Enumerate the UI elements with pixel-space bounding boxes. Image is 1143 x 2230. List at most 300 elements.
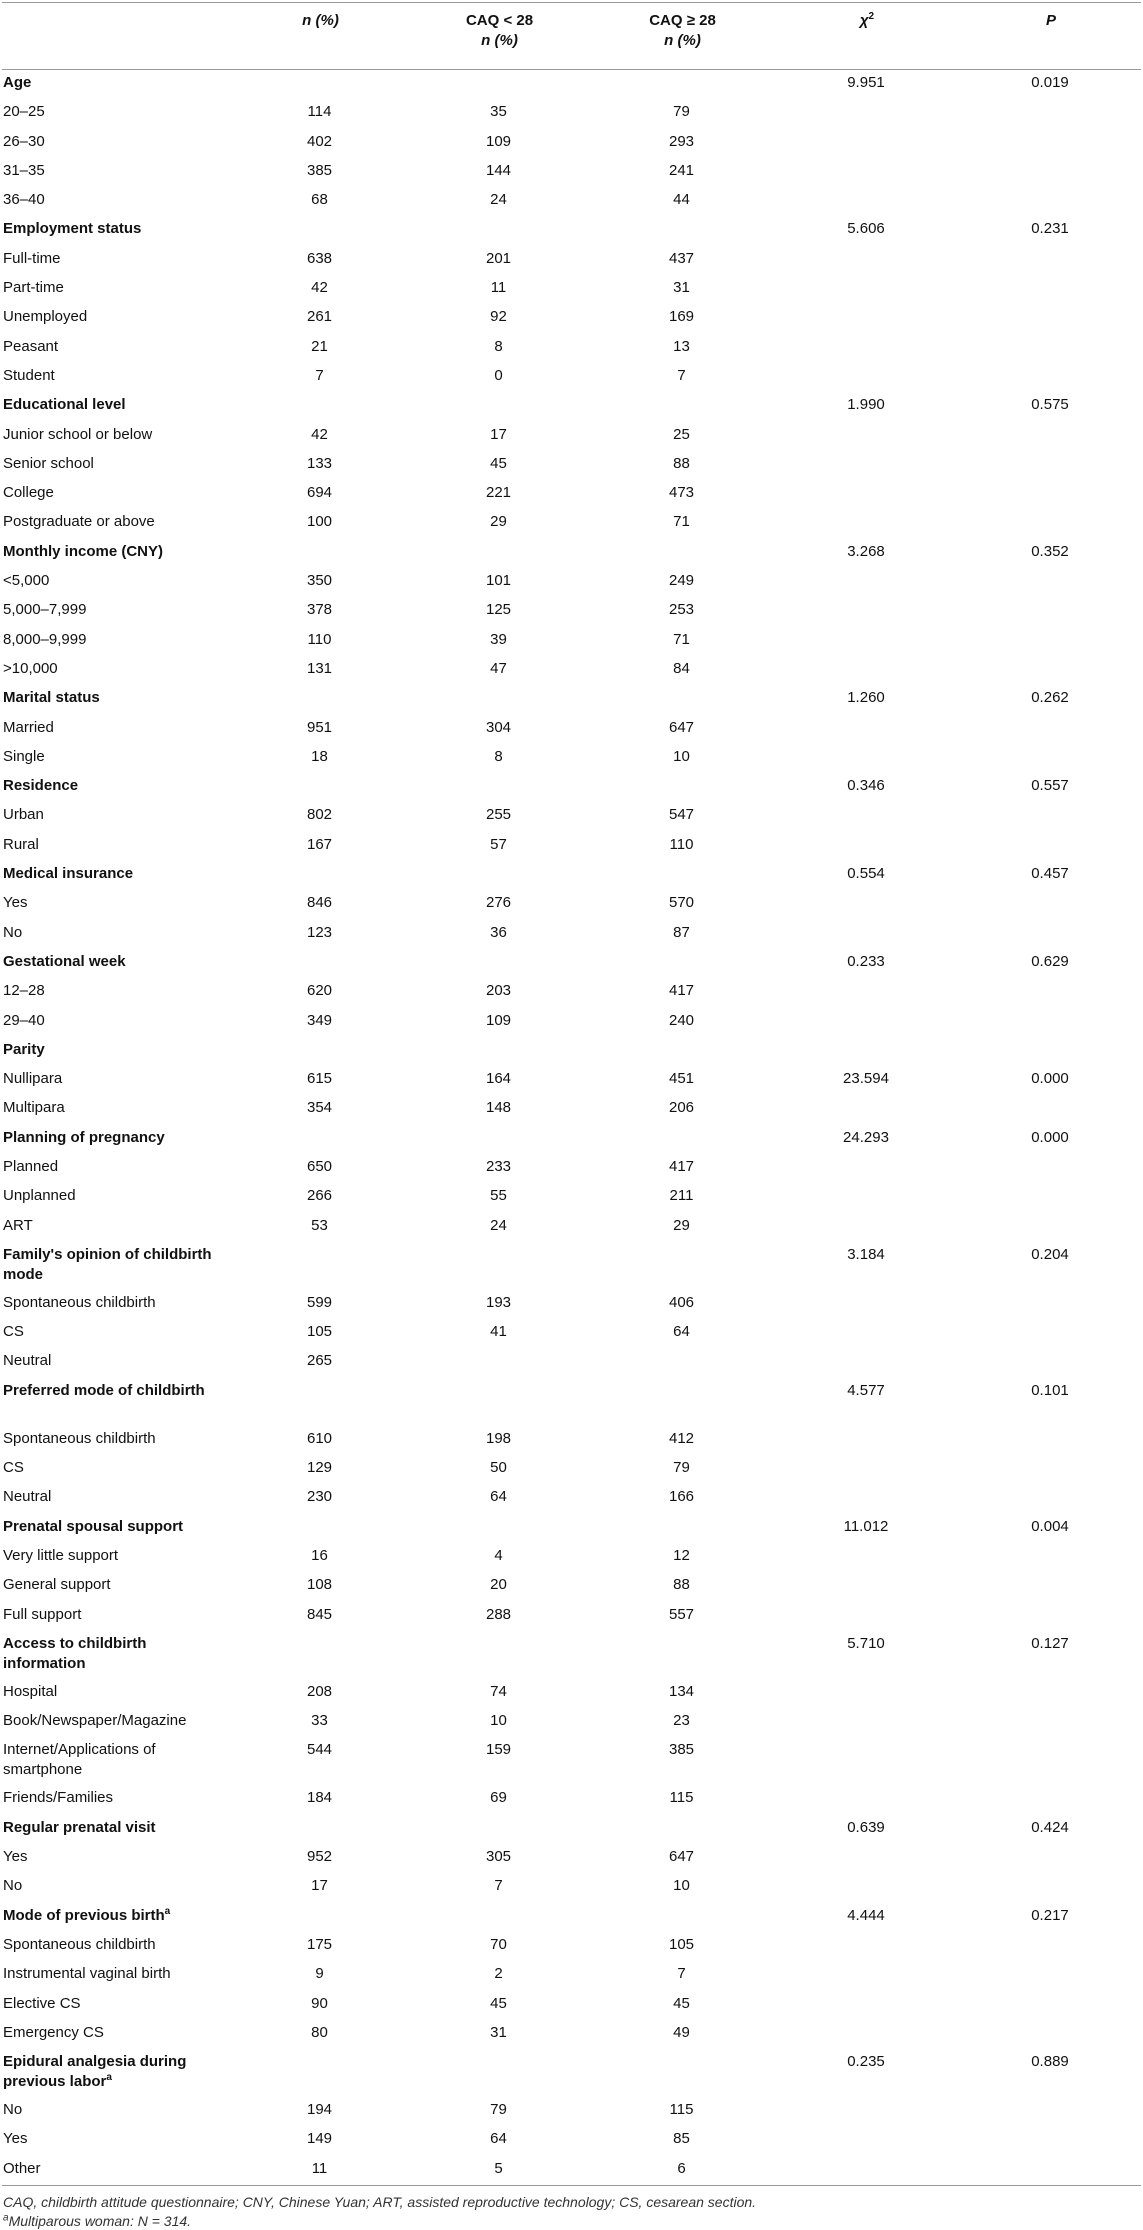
cell-caq-low-text: 125: [485, 601, 512, 619]
table-row: [2, 1873, 1141, 1902]
row-label: [2, 2049, 232, 2097]
cell-caq-high: [590, 1095, 773, 1124]
table-row: [2, 920, 1141, 949]
cell-n: [232, 1348, 407, 1377]
cell-caq-high-text: 451: [668, 1070, 695, 1088]
cell-chi-square-text: 24.293: [843, 1128, 889, 1146]
cell-chi-square: [773, 304, 959, 333]
row-label-text: 29–40: [3, 1011, 45, 1029]
cell-chi-square-text: 4.444: [847, 1906, 885, 1924]
cell-chi-square: [773, 1873, 959, 1902]
cell-n: [232, 1932, 407, 1961]
cell-p-value: [959, 334, 1141, 363]
cell-p-value: [959, 1572, 1141, 1601]
cell-n: [232, 1514, 407, 1543]
table-row: [2, 275, 1141, 304]
cell-chi-square: [773, 451, 959, 480]
cell-chi-square-text: 0.554: [847, 865, 885, 883]
cell-n: [232, 1543, 407, 1572]
cell-caq-high-text: 385: [668, 1741, 695, 1759]
row-label-text: Full-time: [3, 249, 61, 267]
cell-caq-high: [590, 890, 773, 919]
cell-caq-high: [590, 1455, 773, 1484]
cell-n: [232, 1066, 407, 1095]
row-label: [2, 1455, 232, 1484]
cell-n: [232, 2126, 407, 2155]
table-row: [2, 627, 1141, 656]
cell-p-value: [959, 2156, 1141, 2185]
cell-caq-high-text: 10: [673, 747, 690, 765]
cell-caq-high: [590, 1961, 773, 1990]
cell-n: [232, 363, 407, 392]
row-label: [2, 158, 232, 187]
cell-p-value: [959, 1991, 1141, 2020]
cell-caq-high-text: 647: [668, 1848, 695, 1866]
cell-caq-high-text: 249: [668, 572, 695, 590]
table-row: [2, 1572, 1141, 1601]
cell-p-value: [959, 1903, 1141, 1932]
cell-chi-square: [773, 978, 959, 1007]
table-row: [2, 1602, 1141, 1631]
row-label-text: 12–28: [3, 982, 45, 1000]
row-label-text: 8,000–9,999: [3, 630, 87, 648]
row-label-text: Unemployed: [3, 308, 88, 326]
cell-caq-high: [590, 1066, 773, 1095]
cell-caq-high: [590, 949, 773, 978]
cell-chi-square: [773, 1183, 959, 1212]
cell-caq-low: [407, 246, 590, 275]
cell-n: [232, 1631, 407, 1679]
cell-caq-high-text: 110: [669, 835, 694, 853]
cell-caq-low: [407, 187, 590, 216]
cell-n: [232, 275, 407, 304]
cell-chi-square: [773, 1378, 959, 1426]
row-label-text: Postgraduate or above: [3, 513, 155, 531]
cell-n-text: 42: [311, 425, 328, 443]
cell-n: [232, 1785, 407, 1814]
cell-caq-high-text: 85: [673, 2130, 690, 2148]
row-label: [2, 99, 232, 128]
cell-chi-square-text: 5.606: [847, 220, 885, 238]
cell-caq-high: [590, 99, 773, 128]
cell-caq-high-text: 88: [673, 454, 690, 472]
cell-caq-high: [590, 1037, 773, 1066]
table-row: [2, 1484, 1141, 1513]
cell-caq-low-text: 57: [490, 835, 507, 853]
cell-caq-high: [590, 1572, 773, 1601]
header-n-label: n (%): [302, 12, 339, 29]
cell-n: [232, 1873, 407, 1902]
cell-n: [232, 392, 407, 421]
row-label-text: Instrumental vaginal birth: [3, 1965, 171, 1983]
cell-n-text: 349: [306, 1011, 333, 1029]
cell-caq-high-text: 647: [668, 718, 695, 736]
cell-chi-square: [773, 627, 959, 656]
cell-chi-square: [773, 187, 959, 216]
cell-caq-low-text: 36: [490, 923, 507, 941]
cell-caq-low: [407, 978, 590, 1007]
cell-caq-high-text: 417: [668, 1157, 695, 1175]
cell-caq-high: [590, 392, 773, 421]
cell-caq-high-text: 417: [668, 982, 695, 1000]
cell-caq-low-text: 24: [490, 191, 507, 209]
row-label: [2, 1844, 232, 1873]
cell-caq-low-text: 198: [485, 1429, 512, 1447]
cell-caq-low: [407, 1514, 590, 1543]
row-label-text: Nullipara: [3, 1070, 63, 1088]
cell-n: [232, 1242, 407, 1290]
row-label: [2, 1242, 232, 1290]
cell-n-text: 114: [307, 103, 332, 121]
cell-chi-square: [773, 597, 959, 626]
table-row: [2, 2126, 1141, 2155]
cell-caq-high: [590, 363, 773, 392]
cell-p-value: [959, 422, 1141, 451]
cell-chi-square: [773, 715, 959, 744]
row-label: [2, 1961, 232, 1990]
row-label-text: ART: [3, 1216, 33, 1234]
cell-caq-low-text: 201: [485, 249, 512, 267]
cell-n: [232, 1679, 407, 1708]
cell-caq-low: [407, 1008, 590, 1037]
table-row: [2, 129, 1141, 158]
header-chi-label: χ: [859, 12, 869, 29]
cell-caq-low: [407, 216, 590, 245]
row-label-text: College: [3, 484, 54, 502]
cell-n-text: 131: [306, 659, 333, 677]
cell-n-text: 354: [306, 1099, 333, 1117]
cell-p-value: [959, 304, 1141, 333]
cell-n: [232, 1572, 407, 1601]
cell-n: [232, 715, 407, 744]
cell-p-value-text: 0.262: [1031, 689, 1069, 707]
cell-caq-high: [590, 1154, 773, 1183]
cell-caq-high: [590, 1514, 773, 1543]
cell-n-text: 17: [311, 1877, 328, 1895]
cell-caq-low-text: 109: [485, 1011, 512, 1029]
cell-caq-low: [407, 1961, 590, 1990]
cell-p-value: [959, 1095, 1141, 1124]
cell-caq-low-text: 255: [485, 806, 512, 824]
row-label: [2, 216, 232, 245]
cell-p-value: [959, 1378, 1141, 1426]
row-label-text: No: [3, 1877, 23, 1895]
cell-n-text: 129: [306, 1459, 333, 1477]
row-label: [2, 451, 232, 480]
cell-n-text: 18: [311, 747, 328, 765]
cell-n: [232, 685, 407, 714]
table-row: [2, 890, 1141, 919]
cell-caq-high: [590, 1903, 773, 1932]
cell-chi-square: [773, 802, 959, 831]
cell-caq-high-text: 7: [677, 1965, 686, 1983]
row-label: [2, 70, 232, 99]
row-label: [2, 773, 232, 802]
cell-chi-square: [773, 1008, 959, 1037]
cell-chi-square: [773, 861, 959, 890]
cell-caq-low-text: 148: [485, 1099, 512, 1117]
cell-n: [232, 568, 407, 597]
row-label-text: Monthly income (CNY): [3, 542, 163, 560]
cell-n: [232, 1125, 407, 1154]
cell-chi-square: [773, 539, 959, 568]
row-label: [2, 304, 232, 333]
row-label-text: No: [3, 923, 23, 941]
cell-chi-square-text: 0.233: [847, 952, 885, 970]
cell-n: [232, 1290, 407, 1319]
cell-n-text: 845: [306, 1605, 333, 1623]
category-row: [2, 539, 1141, 568]
category-row: [2, 392, 1141, 421]
table-row: [2, 1844, 1141, 1873]
cell-p-value: [959, 1455, 1141, 1484]
cell-caq-high-text: 206: [668, 1099, 695, 1117]
row-label: [2, 1066, 232, 1095]
cell-caq-low-text: 276: [485, 894, 512, 912]
cell-caq-high: [590, 802, 773, 831]
cell-caq-low: [407, 715, 590, 744]
cell-caq-low: [407, 1815, 590, 1844]
cell-caq-low: [407, 656, 590, 685]
cell-caq-high-text: 84: [673, 659, 690, 677]
cell-caq-high: [590, 685, 773, 714]
cell-n-text: 378: [306, 601, 333, 619]
row-label-text: Junior school or below: [3, 425, 153, 443]
cell-caq-low-text: 45: [490, 1994, 507, 2012]
cell-n: [232, 451, 407, 480]
cell-caq-high: [590, 1426, 773, 1455]
data-table: [2, 3, 1142, 69]
row-label-text: Epidural analgesia during previous labor: [3, 2053, 187, 2091]
row-label-text: Urban: [3, 806, 44, 824]
cell-caq-low-text: 35: [490, 103, 507, 121]
footnote-abbreviations: CAQ, childbirth attitude questionnaire; CNY, Chinese Yuan; ART, assisted reproductive technology; CS, cesarean section.: [3, 2194, 757, 2210]
row-label: [2, 246, 232, 275]
table-row: [2, 1183, 1141, 1212]
cell-caq-high-text: 12: [673, 1546, 690, 1564]
table-row: [2, 744, 1141, 773]
category-row: [2, 1378, 1141, 1426]
cell-caq-low: [407, 1631, 590, 1679]
table-row: [2, 1008, 1141, 1037]
cell-p-value-text: 0.424: [1031, 1818, 1069, 1836]
cell-caq-low: [407, 1484, 590, 1513]
cell-caq-low-text: 221: [485, 484, 512, 502]
table-row: [2, 1095, 1141, 1124]
cell-caq-low-text: 69: [490, 1789, 507, 1807]
cell-caq-low-text: 8: [494, 747, 503, 765]
row-label: [2, 2020, 232, 2049]
cell-caq-low: [407, 363, 590, 392]
category-row: [2, 1037, 1141, 1066]
row-label-text: Spontaneous childbirth: [3, 1935, 156, 1953]
row-label-text: Residence: [3, 777, 79, 795]
cell-caq-high-text: 64: [673, 1323, 690, 1341]
cell-caq-high-text: 473: [668, 484, 695, 502]
cell-p-value: [959, 802, 1141, 831]
row-label: [2, 1183, 232, 1212]
cell-caq-high-text: 88: [673, 1576, 690, 1594]
row-label: [2, 422, 232, 451]
cell-chi-square-text: 0.346: [847, 777, 885, 795]
cell-p-value: [959, 832, 1141, 861]
header-caq-low-line2: n (%): [481, 32, 518, 49]
row-label-text: <5,000: [3, 572, 50, 590]
cell-caq-low-text: 20: [490, 1576, 507, 1594]
cell-chi-square: [773, 1903, 959, 1932]
cell-caq-high: [590, 246, 773, 275]
cell-caq-high-text: 79: [673, 103, 690, 121]
table-row: [2, 978, 1141, 1007]
cell-n: [232, 978, 407, 1007]
cell-caq-low: [407, 1455, 590, 1484]
cell-caq-high: [590, 920, 773, 949]
cell-caq-high: [590, 2156, 773, 2185]
cell-n-text: 266: [306, 1187, 333, 1205]
cell-caq-high-text: 293: [668, 132, 695, 150]
row-label: [2, 187, 232, 216]
cell-caq-low-text: 305: [485, 1848, 512, 1866]
cell-n: [232, 1213, 407, 1242]
cell-n-text: 261: [306, 308, 333, 326]
cell-chi-square-text: 11.012: [843, 1517, 889, 1535]
category-row: [2, 685, 1141, 714]
cell-caq-low: [407, 773, 590, 802]
cell-n-text: 620: [306, 982, 333, 1000]
table-row: [2, 1991, 1141, 2020]
row-label-text: Emergency CS: [3, 2023, 104, 2041]
cell-p-value-text: 0.101: [1031, 1381, 1069, 1399]
cell-n-text: 80: [311, 2023, 328, 2041]
cell-chi-square: [773, 1785, 959, 1814]
cell-chi-square: [773, 832, 959, 861]
row-label: [2, 627, 232, 656]
cell-p-value-text: 0.557: [1031, 777, 1069, 795]
cell-n-text: 16: [311, 1546, 328, 1564]
cell-caq-high-text: 115: [669, 1789, 694, 1807]
cell-caq-low: [407, 2097, 590, 2126]
row-label-text: Parity: [3, 1040, 45, 1058]
cell-p-value-text: 0.127: [1031, 1634, 1069, 1652]
cell-n-text: 123: [306, 923, 333, 941]
row-label-text: Part-time: [3, 279, 64, 297]
row-label-text: Full support: [3, 1605, 82, 1623]
category-row: [2, 861, 1141, 890]
cell-n-text: 650: [306, 1157, 333, 1175]
cell-caq-low: [407, 1679, 590, 1708]
cell-caq-low: [407, 832, 590, 861]
cell-p-value: [959, 1679, 1141, 1708]
cell-chi-square: [773, 1319, 959, 1348]
table-row: [2, 1455, 1141, 1484]
row-label-text: Marital status: [3, 689, 100, 707]
cell-caq-low: [407, 1154, 590, 1183]
cell-caq-high: [590, 1631, 773, 1679]
cell-n-text: 230: [306, 1488, 333, 1506]
cell-n-text: 951: [306, 718, 333, 736]
cell-p-value: [959, 363, 1141, 392]
row-label-text: Spontaneous childbirth: [3, 1429, 156, 1447]
row-label-text: 31–35: [3, 161, 45, 179]
cell-caq-high-text: 240: [668, 1011, 695, 1029]
cell-n: [232, 2156, 407, 2185]
cell-caq-low-text: 109: [485, 132, 512, 150]
cell-n-text: 149: [306, 2130, 333, 2148]
cell-caq-high: [590, 1125, 773, 1154]
cell-caq-high: [590, 1679, 773, 1708]
cell-caq-high-text: 437: [668, 249, 695, 267]
cell-n-text: 110: [307, 630, 332, 648]
cell-n-text: 184: [306, 1789, 333, 1807]
cell-caq-high-text: 23: [673, 1712, 690, 1730]
row-label: [2, 656, 232, 685]
row-label-text: Internet/Applications of smartphone: [3, 1741, 156, 1779]
row-label: [2, 2126, 232, 2155]
cell-p-value: [959, 685, 1141, 714]
cell-caq-high: [590, 1183, 773, 1212]
cell-caq-high-text: 71: [673, 630, 690, 648]
cell-p-value: [959, 1484, 1141, 1513]
table-row: [2, 1932, 1141, 1961]
row-label-text: Planned: [3, 1157, 59, 1175]
cell-caq-high-text: 570: [668, 894, 695, 912]
cell-caq-low: [407, 1602, 590, 1631]
row-label-text: Friends/Families: [3, 1789, 114, 1807]
cell-caq-high: [590, 1008, 773, 1037]
cell-caq-low-text: 11: [490, 279, 507, 297]
cell-p-value: [959, 129, 1141, 158]
row-label-text: Mode of previous birth: [3, 1906, 165, 1924]
cell-caq-low: [407, 158, 590, 187]
row-label-text: General support: [3, 1576, 111, 1594]
cell-n-text: 694: [306, 484, 333, 502]
cell-p-value: [959, 597, 1141, 626]
row-label: [2, 597, 232, 626]
cell-n: [232, 920, 407, 949]
cell-caq-high: [590, 1815, 773, 1844]
header-caq-high-line1: CAQ ≥ 28: [649, 12, 716, 29]
cell-chi-square: [773, 744, 959, 773]
category-row: [2, 1242, 1141, 1290]
cell-caq-low: [407, 1543, 590, 1572]
cell-caq-high-text: 547: [668, 806, 695, 824]
cell-caq-high-text: 406: [668, 1293, 695, 1311]
cell-chi-square: [773, 392, 959, 421]
cell-caq-high: [590, 1844, 773, 1873]
row-label: [2, 1154, 232, 1183]
cell-caq-low: [407, 1348, 590, 1377]
cell-n: [232, 422, 407, 451]
row-label: [2, 1484, 232, 1513]
table-row: [2, 1543, 1141, 1572]
cell-p-value: [959, 275, 1141, 304]
cell-chi-square: [773, 1631, 959, 1679]
header-p-label: P: [1045, 12, 1056, 29]
row-label: [2, 1815, 232, 1844]
cell-n: [232, 99, 407, 128]
cell-p-value: [959, 1066, 1141, 1095]
cell-n-text: 53: [311, 1216, 328, 1234]
row-label: [2, 480, 232, 509]
cell-caq-low: [407, 70, 590, 99]
table-row: [2, 656, 1141, 685]
cell-caq-low: [407, 275, 590, 304]
cell-caq-low-text: 203: [485, 982, 512, 1000]
cell-n: [232, 1455, 407, 1484]
cell-caq-low: [407, 568, 590, 597]
header-caq-low: [408, 3, 591, 69]
cell-caq-high: [590, 568, 773, 597]
